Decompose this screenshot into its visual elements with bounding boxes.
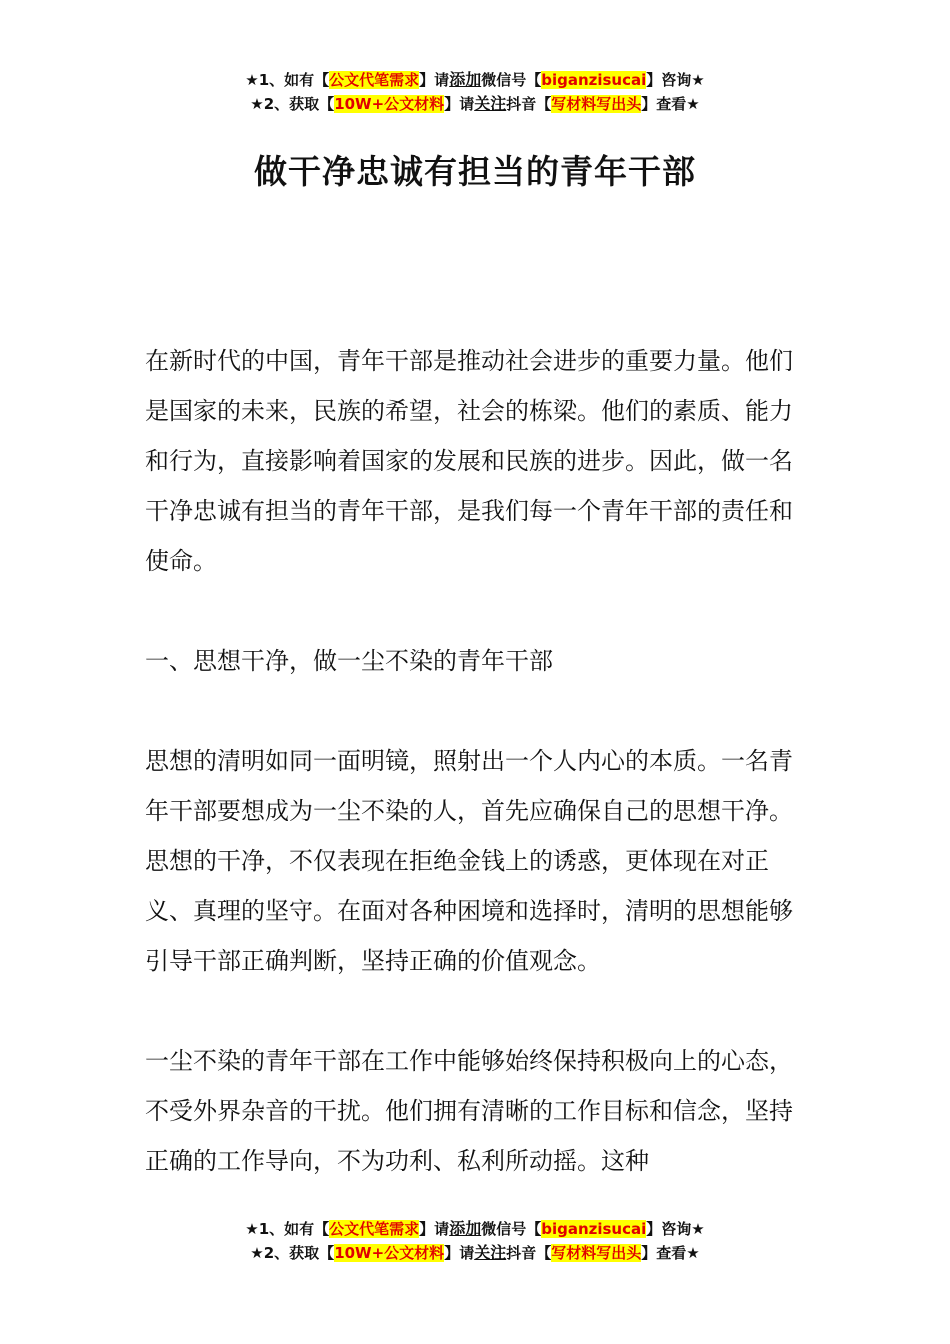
footer-banner [0,1217,950,1265]
highlight-douyin: 写材料写出头 [551,1244,642,1262]
highlight-douyin: 写材料写出头 [551,95,642,113]
document-title: 做干净忠诚有担当的青年干部 [254,152,696,191]
highlight-materials: 10W+公文材料 [334,1244,445,1262]
banner-line-1: ★1、如有【公文代笔需求】请添加微信号【biganzisucai】咨询★ [245,1219,705,1238]
highlight-wechat-id: biganzisucai [541,1220,647,1238]
header-banner [0,68,950,116]
paragraph-2: 思想的清明如同一面明镜，照射出一个人内心的本质。一名青年干部要想成为一尘不染的人，首先应确保自己的思想干净。思想的干净，不仅表现在拒绝金钱上的诱惑，更体现在对正义、真理的坚守。在面对各种困境和选择时，清明的思想能够引导干部正确判断，坚持正确的价值观念。 [145,747,793,975]
document-body [145,336,810,1236]
banner-line-2: ★2、获取【10W+公文材料】请关注抖音【写材料写出头】查看★ [250,1243,700,1262]
paragraph-3: 一尘不染的青年干部在工作中能够始终保持积极向上的心态，不受外界杂音的干扰。他们拥有清晰的工作目标和信念，坚持正确的工作导向，不为功利、私利所动摇。这种 [145,1047,793,1175]
highlight-wechat-id: biganzisucai [541,71,647,89]
section-heading-1: 一、思想干净，做一尘不染的青年干部 [145,647,553,675]
highlight-service: 公文代笔需求 [329,71,420,89]
banner-line-1: ★1、如有【公文代笔需求】请添加微信号【biganzisucai】咨询★ [245,70,705,89]
banner-line-2: ★2、获取【10W+公文材料】请关注抖音【写材料写出头】查看★ [250,94,700,113]
highlight-service: 公文代笔需求 [329,1220,420,1238]
paragraph-intro: 在新时代的中国，青年干部是推动社会进步的重要力量。他们是国家的未来，民族的希望，社会的栋梁。他们的素质、能力和行为，直接影响着国家的发展和民族的进步。因此，做一名干净忠诚有担当的青年干部，是我们每一个青年干部的责任和使命。 [145,347,793,575]
highlight-materials: 10W+公文材料 [334,95,445,113]
